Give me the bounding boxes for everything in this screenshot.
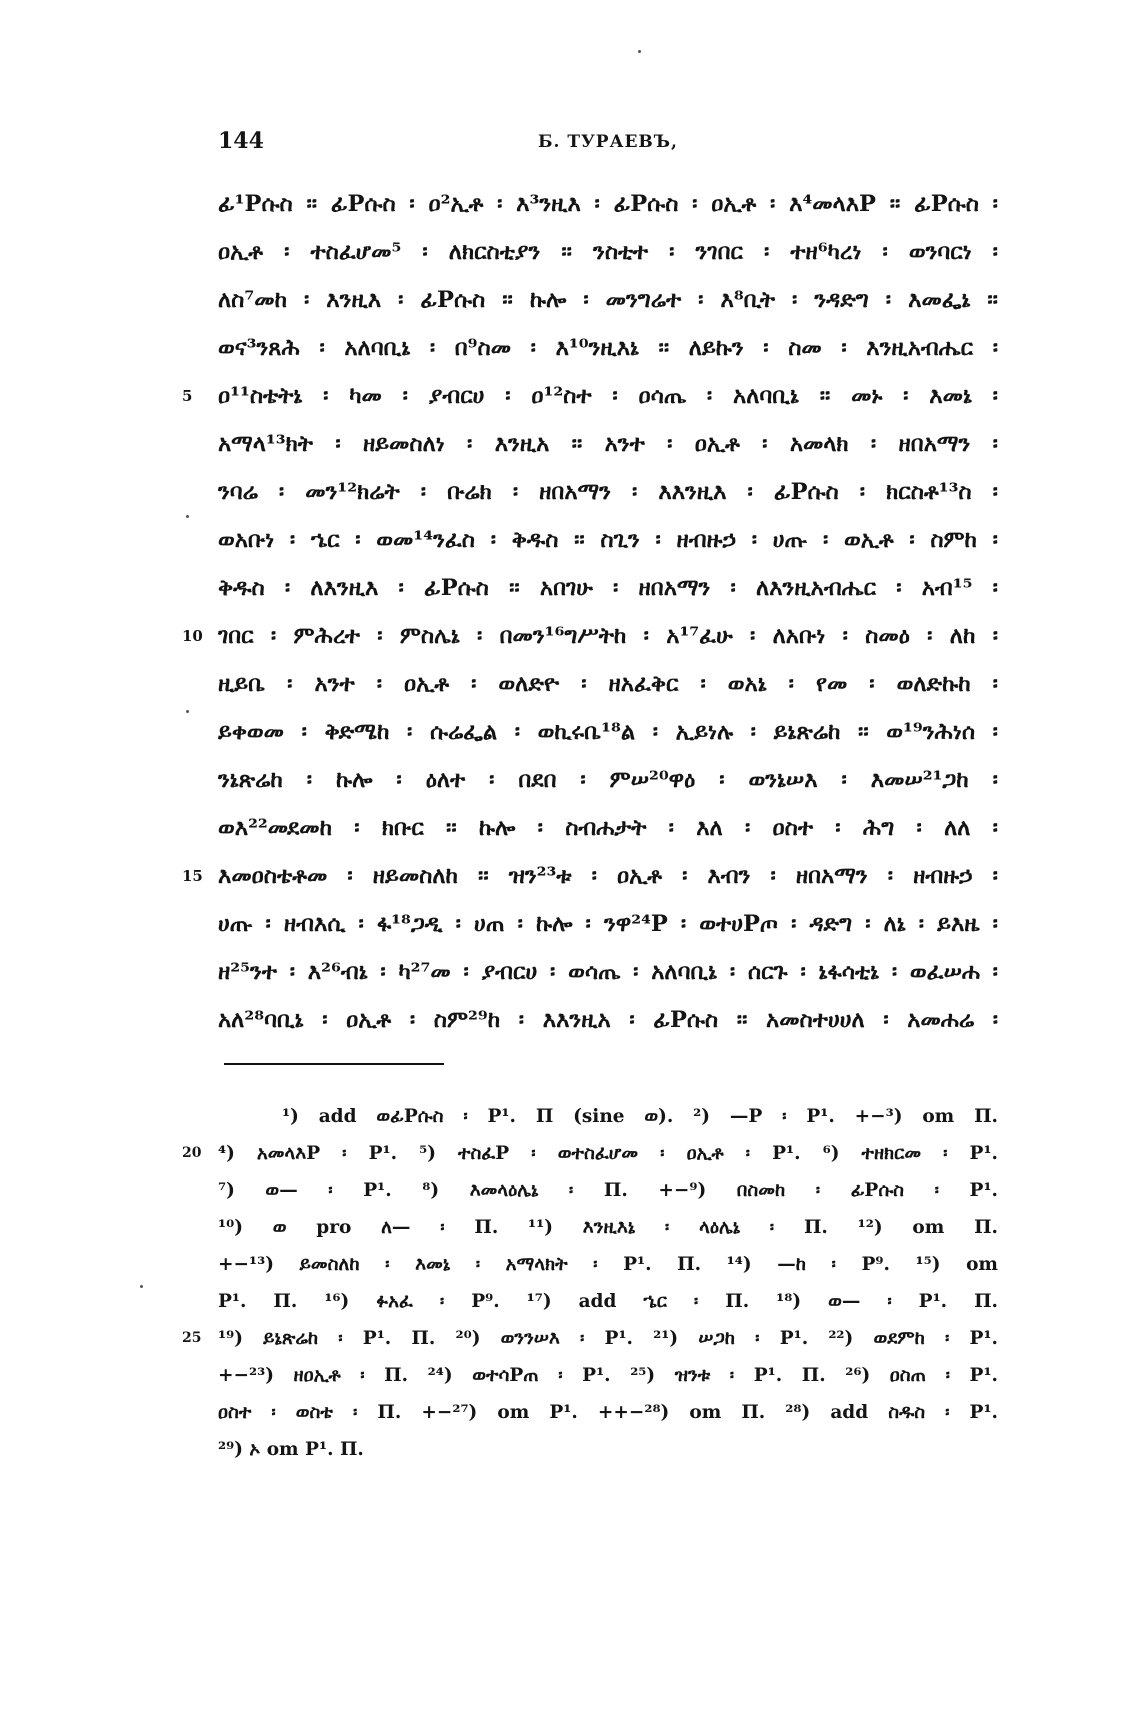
line-text: ዘ²⁵ንተ ፡ እ²⁶ብኔ ፡ ካ²⁷መ ፡ ያብርሀ ፡ ወሳጤ ፡ አለባቢኔ ፡ ሰርጉ ፡ ኔፋሳቲኔ ፡ ወፈሠሐ ፡ bbox=[218, 959, 998, 985]
line-text: ይቀወመ ፡ ቅድሜከ ፡ ሱሬፌል ፡ ወኪሩቤ¹⁸ል ፡ ኢይነሉ ፡ ይኔጽሬከ ፡፡ ወ¹⁹ንሕነሰ ፡ bbox=[218, 719, 998, 745]
line-text: ወና³ንጸሕ ፡ አለባቢኔ ፡ በ⁹ስመ ፡ እ¹⁰ንዚእኔ ፡፡ ለይኩን ፡ ስመ ፡ እንዚአብሔር ፡ bbox=[218, 335, 998, 361]
footnote-text: +−²³) ዘዐኢቶ ፡ П. ²⁴) ወተሳPጠ ፡ P¹. ²⁵) ዝንቱ ፡ P¹. П. ²⁶) ዐስጠ ፡ P¹. bbox=[218, 1365, 998, 1386]
footnote-text: ¹) add ወፊPሱስ ፡ P¹. П (sine ወ). ²) —P ፡ P¹. +−³) om П. bbox=[282, 1106, 998, 1127]
scan-speck bbox=[638, 50, 641, 53]
footnote-line bbox=[218, 1283, 998, 1320]
footnote-line bbox=[182, 1135, 998, 1172]
line-number: 5 bbox=[182, 387, 193, 405]
text-line bbox=[218, 324, 998, 372]
line-text: ቅዱስ ፡ ለእንዚእ ፡ ፊPሱስ ፡፡ አበገሁ ፡ ዘበአማን ፡ ለእንዚአብሔር ፡ አብ¹⁵ ፡ bbox=[218, 575, 998, 601]
text-line bbox=[182, 852, 998, 900]
line-text: ወእ²²መደመከ ፡ ክቡር ፡፡ ኩሎ ፡ ስብሐታት ፡ እለ ፡ ዐስተ ፡ ሕግ ፡ ለለ ፡ bbox=[218, 815, 998, 841]
footnote-line bbox=[218, 1246, 998, 1283]
main-text bbox=[182, 180, 998, 1044]
text-line bbox=[218, 276, 998, 324]
line-text: አማላ¹³ክት ፡ ዘይመስለነ ፡ እንዚአ ፡፡ አንተ ፡ ዐኢቶ ፡ አመላክ ፡ ዘበአማን ፡ bbox=[218, 431, 998, 457]
running-title: Б. ТУРАЕВЪ, bbox=[538, 132, 678, 152]
text-line bbox=[218, 564, 998, 612]
text-line bbox=[218, 420, 998, 468]
line-text: ወአቡነ ፡ ኄር ፡ ወመ¹⁴ንፈስ ፡ ቅዱስ ፡፡ ስጊን ፡ ዘብዙኃ ፡ ሀጡ ፡ ወኢቶ ፡ ስምከ ፡ bbox=[218, 527, 998, 553]
footnote-line bbox=[218, 1209, 998, 1246]
line-text: አለ²⁸ባቢኔ ፡ ዐኢቶ ፡ ስም²⁹ከ ፡ እእንዚአ ፡ ፊPሱስ ፡፡ አመስተሀሀለ ፡ አመሐሬ ፡ bbox=[218, 1007, 998, 1033]
footnote-text: ⁴) አመላእP ፡ P¹. ⁵) ተስፈP ፡ ወተስፈሆመ ፡ ዐኢቶ ፡ P¹. ⁶) ተዘክርመ ፡ P¹. bbox=[218, 1143, 998, 1164]
line-text: ዐ¹¹ስቴትኔ ፡ ካመ ፡ ያብርሀ ፡ ዐ¹²ስተ ፡ ዐሳጤ ፡ አለባቢኔ ፡፡ መኑ ፡ እመኔ ፡ bbox=[218, 383, 998, 409]
footnote-text: ¹⁹) ይኔጽሬከ ፡ P¹. П. ²⁰) ወንንሠእ ፡ P¹. ²¹) ሠጋከ ፡ P¹. ²²) ወደምከ ፡ P¹. bbox=[218, 1328, 998, 1349]
line-number: 20 bbox=[182, 1145, 202, 1161]
text-line bbox=[218, 756, 998, 804]
footnotes bbox=[182, 1098, 998, 1468]
footnote-line bbox=[218, 1172, 998, 1209]
line-text: ንኔጽሬከ ፡ ኩሎ ፡ ዕለተ ፡ በደበ ፡ ምሠ²⁰ዋዕ ፡ ወንኔሠእ ፡ እመሠ²¹ጋከ ፡ bbox=[218, 767, 998, 793]
text-line bbox=[218, 996, 998, 1044]
line-text: እመዐስቴቶመ ፡ ዘይመስለከ ፡፡ ዝን²³ቱ ፡ ዐኢቶ ፡ እብን ፡ ዘበአማን ፡ ዘብዙኃ ፡ bbox=[218, 863, 998, 889]
footnote-text: ዐስተ ፡ ወስቴ ፡ П. +−²⁷) om P¹. ++−²⁸) om П. ²⁸) add ስዱስ ፡ P¹. bbox=[218, 1402, 998, 1423]
scan-speck bbox=[186, 710, 189, 713]
text-line bbox=[218, 948, 998, 996]
line-text: ንባሬ ፡ መን¹²ክሬት ፡ ቡሬክ ፡ ዘበአማን ፡ እእንዚእ ፡ ፊPሱስ ፡ ክርስቶ¹³ስ ፡ bbox=[218, 479, 998, 505]
line-text: ሀጡ ፡ ዘብእሲ ፡ ፋ¹⁸ጋዲ ፡ ሀጠ ፡ ኩሎ ፡ ንዋ²⁴P ፡ ወተሀPጦ ፡ ዳድግ ፡ ለኔ ፡ ይእዜ ፡ bbox=[218, 911, 998, 937]
footnote-line bbox=[218, 1431, 998, 1468]
line-text: ዚይቤ ፡ አንተ ፡ ዐኢቶ ፡ ወለድዮ ፡ ዘአፈቅር ፡ ወአኔ ፡ የመ ፡ ወለድኩከ ፡ bbox=[218, 671, 998, 697]
text-line bbox=[218, 660, 998, 708]
text-line bbox=[218, 708, 998, 756]
footnote-line bbox=[218, 1357, 998, 1394]
line-number: 10 bbox=[182, 627, 203, 645]
footnote-text: P¹. П. ¹⁶) ፉአፈ ፡ P⁹. ¹⁷) add ኄር ፡ П. ¹⁸) ወ— ፡ P¹. П. bbox=[218, 1291, 998, 1312]
line-text: ለስ⁷መከ ፡ እንዚእ ፡ ፊPሱስ ፡፡ ኩሎ ፡ መንግሬተ ፡ እ⁸ቢት ፡ ንዳድግ ፡ እመፌኔ ፡፡ bbox=[218, 287, 998, 313]
text-line bbox=[218, 468, 998, 516]
line-text: ገበር ፡ ምሕረተ ፡ ምስሌኔ ፡ በመን¹⁶ግሥትከ ፡ አ¹⁷ፈሁ ፡ ለአቡነ ፡ ስመዕ ፡ ለከ ፡ bbox=[218, 623, 998, 649]
text-line bbox=[182, 612, 998, 660]
footnote-text: ²⁹) ኦ om P¹. П. bbox=[218, 1439, 364, 1460]
line-number: 25 bbox=[182, 1330, 202, 1346]
text-line bbox=[218, 180, 998, 228]
text-line bbox=[182, 372, 998, 420]
footnote-divider bbox=[224, 1063, 444, 1065]
page-header bbox=[218, 128, 998, 162]
footnote-line bbox=[218, 1394, 998, 1431]
line-number: 15 bbox=[182, 867, 203, 885]
line-text: ፊ¹Pሱስ ፡፡ ፊPሱስ ፡ ዐ²ኢቶ ፡ እ³ንዚእ ፡ ፊPሱስ ፡ ዐኢቶ ፡ እ⁴መላእP ፡፡ ፊPሱስ ፡ bbox=[218, 191, 998, 217]
scan-speck bbox=[140, 1285, 143, 1288]
text-line bbox=[218, 804, 998, 852]
line-text: ዐኢቶ ፡ ተስፈሆመ⁵ ፡ ለክርስቲያን ፡፡ ንስቲተ ፡ ንገበር ፡ ተዘ⁶ካረነ ፡ ወንባርነ ፡ bbox=[218, 239, 998, 265]
footnote-text: ¹⁰) ወ pro ለ— ፡ П. ¹¹) እንዚእኔ ፡ ላዕሌኔ ፡ П. ¹²) om П. bbox=[218, 1217, 998, 1238]
scan-speck bbox=[186, 515, 189, 518]
text-line bbox=[218, 228, 998, 276]
footnote-text: +−¹³) ይመስለከ ፡ እመኔ ፡ አማላክት ፡ P¹. П. ¹⁴) —ከ ፡ P⁹. ¹⁵) om bbox=[218, 1254, 998, 1275]
footnote-line bbox=[182, 1320, 998, 1357]
footnote-text: ⁷) ወ— ፡ P¹. ⁸) እመላዕሌኔ ፡ П. +−⁹) በስመከ ፡ ፊPሱስ ፡ P¹. bbox=[218, 1180, 998, 1201]
footnote-line bbox=[218, 1098, 998, 1135]
text-line bbox=[218, 516, 998, 564]
page-number: 144 bbox=[218, 128, 264, 154]
text-line bbox=[218, 900, 998, 948]
